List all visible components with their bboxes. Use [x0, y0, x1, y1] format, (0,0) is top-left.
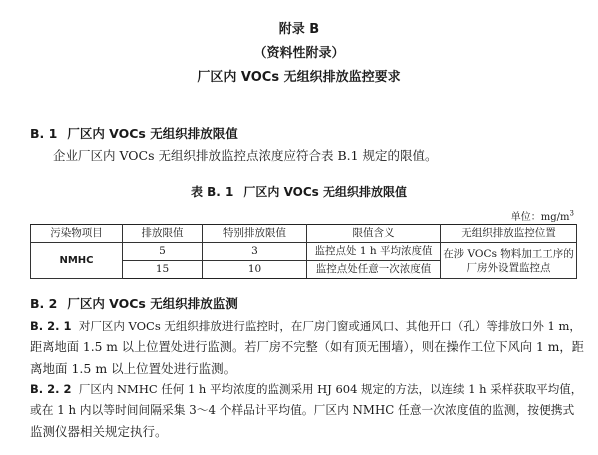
para-b22-line3: 监测仪器相关规定执行。 [30, 424, 168, 439]
para-b21-line3: 离地面 1.5 m 以上位置处进行监测。 [30, 361, 237, 376]
section-b1-heading [30, 124, 238, 142]
table-unit-label: 单位：mg/m [510, 212, 570, 223]
section-b1-text: 企业厂区内 VOCs 无组织排放监控点浓度应符合表 B.1 规定的限值。 [53, 148, 438, 163]
limit-cell: 15 [123, 261, 203, 279]
section-b2-heading [30, 294, 238, 312]
section-b1-title: 厂区内 VOCs 无组织排放限值 [67, 126, 238, 141]
table-caption [0, 183, 598, 200]
para-b22-label: B. 2. 2 [30, 382, 72, 396]
para-b22-line1-text: 厂区内 NMHC 任何 1 h 平均浓度的监测采用 HJ 604 规定的方法，以连续 1 h 采样获取平均值， [78, 382, 583, 396]
section-b2-title: 厂区内 VOCs 无组织排放监测 [67, 296, 238, 311]
limit-cell: 5 [123, 243, 203, 261]
para-b22-line1 [30, 379, 582, 400]
special-limit-cell: 3 [203, 243, 307, 261]
table-unit-sup: 3 [569, 209, 574, 218]
meaning-cell: 监控点处 1 h 平均浓度值 [307, 243, 441, 261]
table-row [31, 243, 577, 261]
table-header-cell: 特别排放限值 [203, 225, 307, 243]
meaning-cell: 监控点处任意一次浓度值 [307, 261, 441, 279]
para-b21-line1-text: 对厂区内 VOCs 无组织排放进行监控时，在厂房门窗或通风口、其他开口（孔）等排放口外 1 m， [78, 319, 581, 333]
section-b1-number: B. 1 [30, 126, 58, 141]
para-b22-line2: 或在 1 h 内以等时间间隔采集 3～4 个样品计平均值。厂区内 NMHC 任意一次浓度值的监测，按便携式 [30, 403, 575, 417]
table-header-cell: 无组织排放监控位置 [441, 225, 577, 243]
table-caption-number: 表 B. 1 [190, 185, 234, 199]
appendix-nature: （资料性附录） [253, 46, 345, 61]
table-header-row [31, 225, 577, 243]
para-b21-line1 [30, 316, 581, 337]
appendix-title: 厂区内 VOCs 无组织排放监控要求 [197, 70, 401, 85]
pollutant-cell: NMHC [31, 243, 123, 279]
table-unit [511, 208, 574, 223]
special-limit-cell: 10 [203, 261, 307, 279]
table-caption-title: 厂区内 VOCs 无组织排放限值 [243, 185, 407, 199]
monitoring-position-cell: 在涉 VOCs 物料加工工序的厂房外设置监控点 [441, 243, 577, 279]
table-header-cell: 限值含义 [307, 225, 441, 243]
para-b21-line2: 距离地面 1.5 m 以上位置处进行监测。若厂房不完整（如有顶无围墙），则在操作工位下风向 1 m，距 [30, 340, 584, 354]
table-header-cell: 污染物项目 [31, 225, 123, 243]
para-b21-label: B. 2. 1 [30, 319, 72, 333]
table-header-cell: 排放限值 [123, 225, 203, 243]
appendix-heading: 附录 B [278, 22, 320, 37]
limits-table [30, 224, 577, 279]
section-b2-number: B. 2 [30, 296, 58, 311]
